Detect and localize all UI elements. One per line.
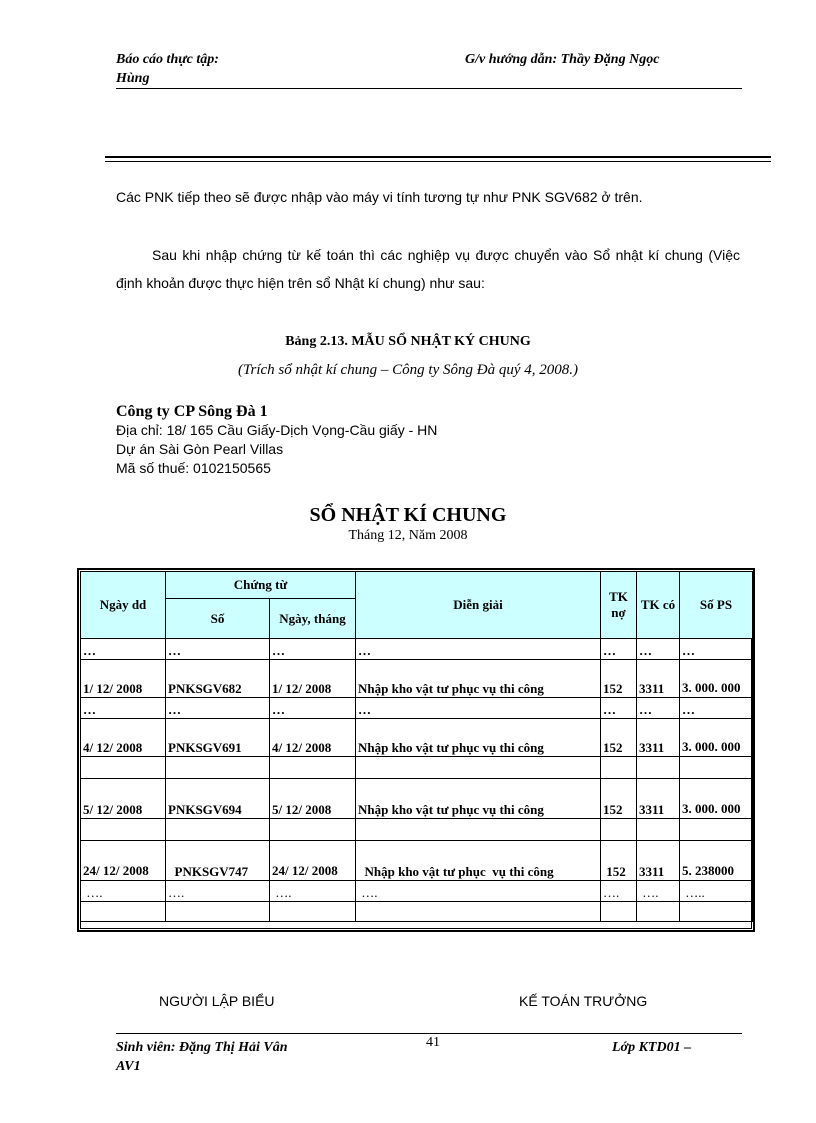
page-number: 41: [426, 1035, 440, 1050]
cell-debit: …: [601, 639, 637, 660]
footer-student-continuation: AV1: [116, 1059, 141, 1074]
cell-debit: [601, 819, 637, 841]
company-name: Công ty CP Sông Đà 1: [116, 403, 268, 420]
header-voucher-date: Ngày, tháng: [270, 599, 356, 639]
table-row: [81, 719, 753, 757]
company-address: Địa chỉ: 18/ 165 Cầu Giấy-Dịch Vọng-Cầu giấy - HN: [116, 422, 438, 438]
cell-credit: …: [637, 698, 680, 719]
cell-voucher-date: [270, 757, 356, 779]
cell-amount: …: [680, 639, 753, 660]
cell-description: …: [356, 639, 601, 660]
footer-student: [116, 1038, 288, 1076]
cell-number: ….: [166, 881, 270, 902]
cell-date: …: [81, 639, 166, 660]
footer-rule: [116, 1033, 742, 1034]
header-voucher: Chứng từ: [166, 572, 356, 599]
table-caption: Bảng 2.13. MẪU SỔ NHẬT KÝ CHUNG: [285, 334, 531, 349]
cell-debit: ….: [601, 881, 637, 902]
cell-debit: 152: [601, 660, 637, 698]
cell-date: …: [81, 698, 166, 719]
cell-number: …: [166, 639, 270, 660]
cell-description: Nhập kho vật tư phục vụ thi công: [356, 779, 601, 819]
paragraph-1: Các PNK tiếp theo sẽ được nhập vào máy vi tính tương tự như PNK SGV682 ở trên.: [116, 189, 643, 205]
header-advisor: G/v hướng dẫn: Thầy Đặng Ngọc: [465, 52, 660, 67]
cell-credit: ….: [637, 881, 680, 902]
cell-voucher-date: 5/ 12/ 2008: [270, 779, 356, 819]
table-row: [81, 902, 753, 922]
cell-description: [356, 819, 601, 841]
header-credit: TK có: [637, 572, 680, 639]
cell-date: 4/ 12/ 2008: [81, 719, 166, 757]
footer-student-name: Sinh viên: Đặng Thị Hải Vân: [116, 1040, 288, 1055]
cell-number: PNKSGV691: [166, 719, 270, 757]
cell-date: [81, 819, 166, 841]
table-source: (Trích sổ nhật kí chung – Công ty Sông Đà quý 4, 2008.): [238, 362, 578, 378]
cell-debit: 152: [601, 841, 637, 881]
cell-number: [166, 757, 270, 779]
paragraph-2: Sau khi nhập chứng từ kế toán thì các nghiệp vụ được chuyển vào Sổ nhật kí chung (Việc định khoản được thực hiện trên sổ Nhật kí chung) như sau:: [116, 247, 740, 291]
cell-date: [81, 902, 166, 922]
cell-number: PNKSGV694: [166, 779, 270, 819]
cell-date: 1/ 12/ 2008: [81, 660, 166, 698]
cell-date: 5/ 12/ 2008: [81, 779, 166, 819]
cell-date: 24/ 12/ 2008: [81, 841, 166, 881]
footer-class: Lớp KTD01 –: [612, 1040, 692, 1055]
cell-amount: [680, 819, 753, 841]
header-amount: Số PS: [680, 572, 753, 639]
ledger-title: SỔ NHẬT KÍ CHUNG: [309, 504, 507, 526]
cell-number: [166, 902, 270, 922]
table-row: [81, 819, 753, 841]
table-row: [81, 841, 753, 881]
header-description: Diễn giải: [356, 572, 601, 639]
table-row: [81, 757, 753, 779]
cell-description: Nhập kho vật tư phục vụ thi công: [356, 660, 601, 698]
company-project: Dự án Sài Gòn Pearl Villas: [116, 441, 284, 457]
cell-credit: 3311: [637, 660, 680, 698]
cell-voucher-date: [270, 819, 356, 841]
header-name-continuation: Hùng: [116, 71, 150, 86]
table-row: [81, 779, 753, 819]
cell-description: …: [356, 698, 601, 719]
cell-debit: 152: [601, 779, 637, 819]
cell-credit: [637, 819, 680, 841]
table-row: [81, 698, 753, 719]
cell-voucher-date: [270, 902, 356, 922]
cell-description: Nhập kho vật tư phục vụ thi công: [356, 719, 601, 757]
header-rule: [116, 88, 742, 89]
cell-debit: 152: [601, 719, 637, 757]
cell-credit: [637, 757, 680, 779]
cell-voucher-date: 4/ 12/ 2008: [270, 719, 356, 757]
cell-description: ….: [356, 881, 601, 902]
cell-voucher-date: …: [270, 639, 356, 660]
cell-debit: [601, 902, 637, 922]
cell-credit: …: [637, 639, 680, 660]
cell-number: PNKSGV747: [166, 841, 270, 881]
cell-voucher-date: ….: [270, 881, 356, 902]
header-debit: TK nợ: [601, 572, 637, 639]
cell-voucher-date: …: [270, 698, 356, 719]
table-row: [81, 881, 753, 902]
cell-amount: …..: [680, 881, 753, 902]
table-row: [81, 639, 753, 660]
signature-preparer: NGƯỜI LẬP BIỂU: [159, 993, 275, 1009]
cell-debit: [601, 757, 637, 779]
cell-amount: …: [680, 698, 753, 719]
header-number: Số: [166, 599, 270, 639]
header-report-label: Báo cáo thực tập:: [116, 52, 219, 67]
cell-debit: …: [601, 698, 637, 719]
cell-amount: [680, 902, 753, 922]
signature-chief-accountant: KẾ TOÁN TRƯỞNG: [519, 993, 648, 1009]
cell-credit: 3311: [637, 719, 680, 757]
cell-number: [166, 819, 270, 841]
cell-date: ….: [81, 881, 166, 902]
cell-description: [356, 902, 601, 922]
header-date: Ngày dd: [81, 572, 166, 639]
company-tax-code: Mã số thuế: 0102150565: [116, 460, 271, 476]
cell-credit: 3311: [637, 779, 680, 819]
cell-amount: [680, 757, 753, 779]
cell-amount: 5. 238000: [680, 841, 753, 881]
cell-credit: 3311: [637, 841, 680, 881]
cell-number: …: [166, 698, 270, 719]
table-row: [81, 660, 753, 698]
header-left: [116, 50, 219, 88]
ledger-table: [80, 571, 753, 922]
cell-amount: 3. 000. 000: [680, 719, 753, 757]
cell-description: [356, 757, 601, 779]
cell-voucher-date: 1/ 12/ 2008: [270, 660, 356, 698]
cell-credit: [637, 902, 680, 922]
cell-voucher-date: 24/ 12/ 2008: [270, 841, 356, 881]
cell-amount: 3. 000. 000: [680, 660, 753, 698]
cell-description: Nhập kho vật tư phục vụ thi công: [356, 841, 601, 881]
cell-date: [81, 757, 166, 779]
ledger-subtitle: Tháng 12, Năm 2008: [348, 528, 468, 543]
section-double-rule: [105, 156, 771, 162]
company-block: [116, 402, 437, 478]
cell-number: PNKSGV682: [166, 660, 270, 698]
cell-amount: 3. 000. 000: [680, 779, 753, 819]
